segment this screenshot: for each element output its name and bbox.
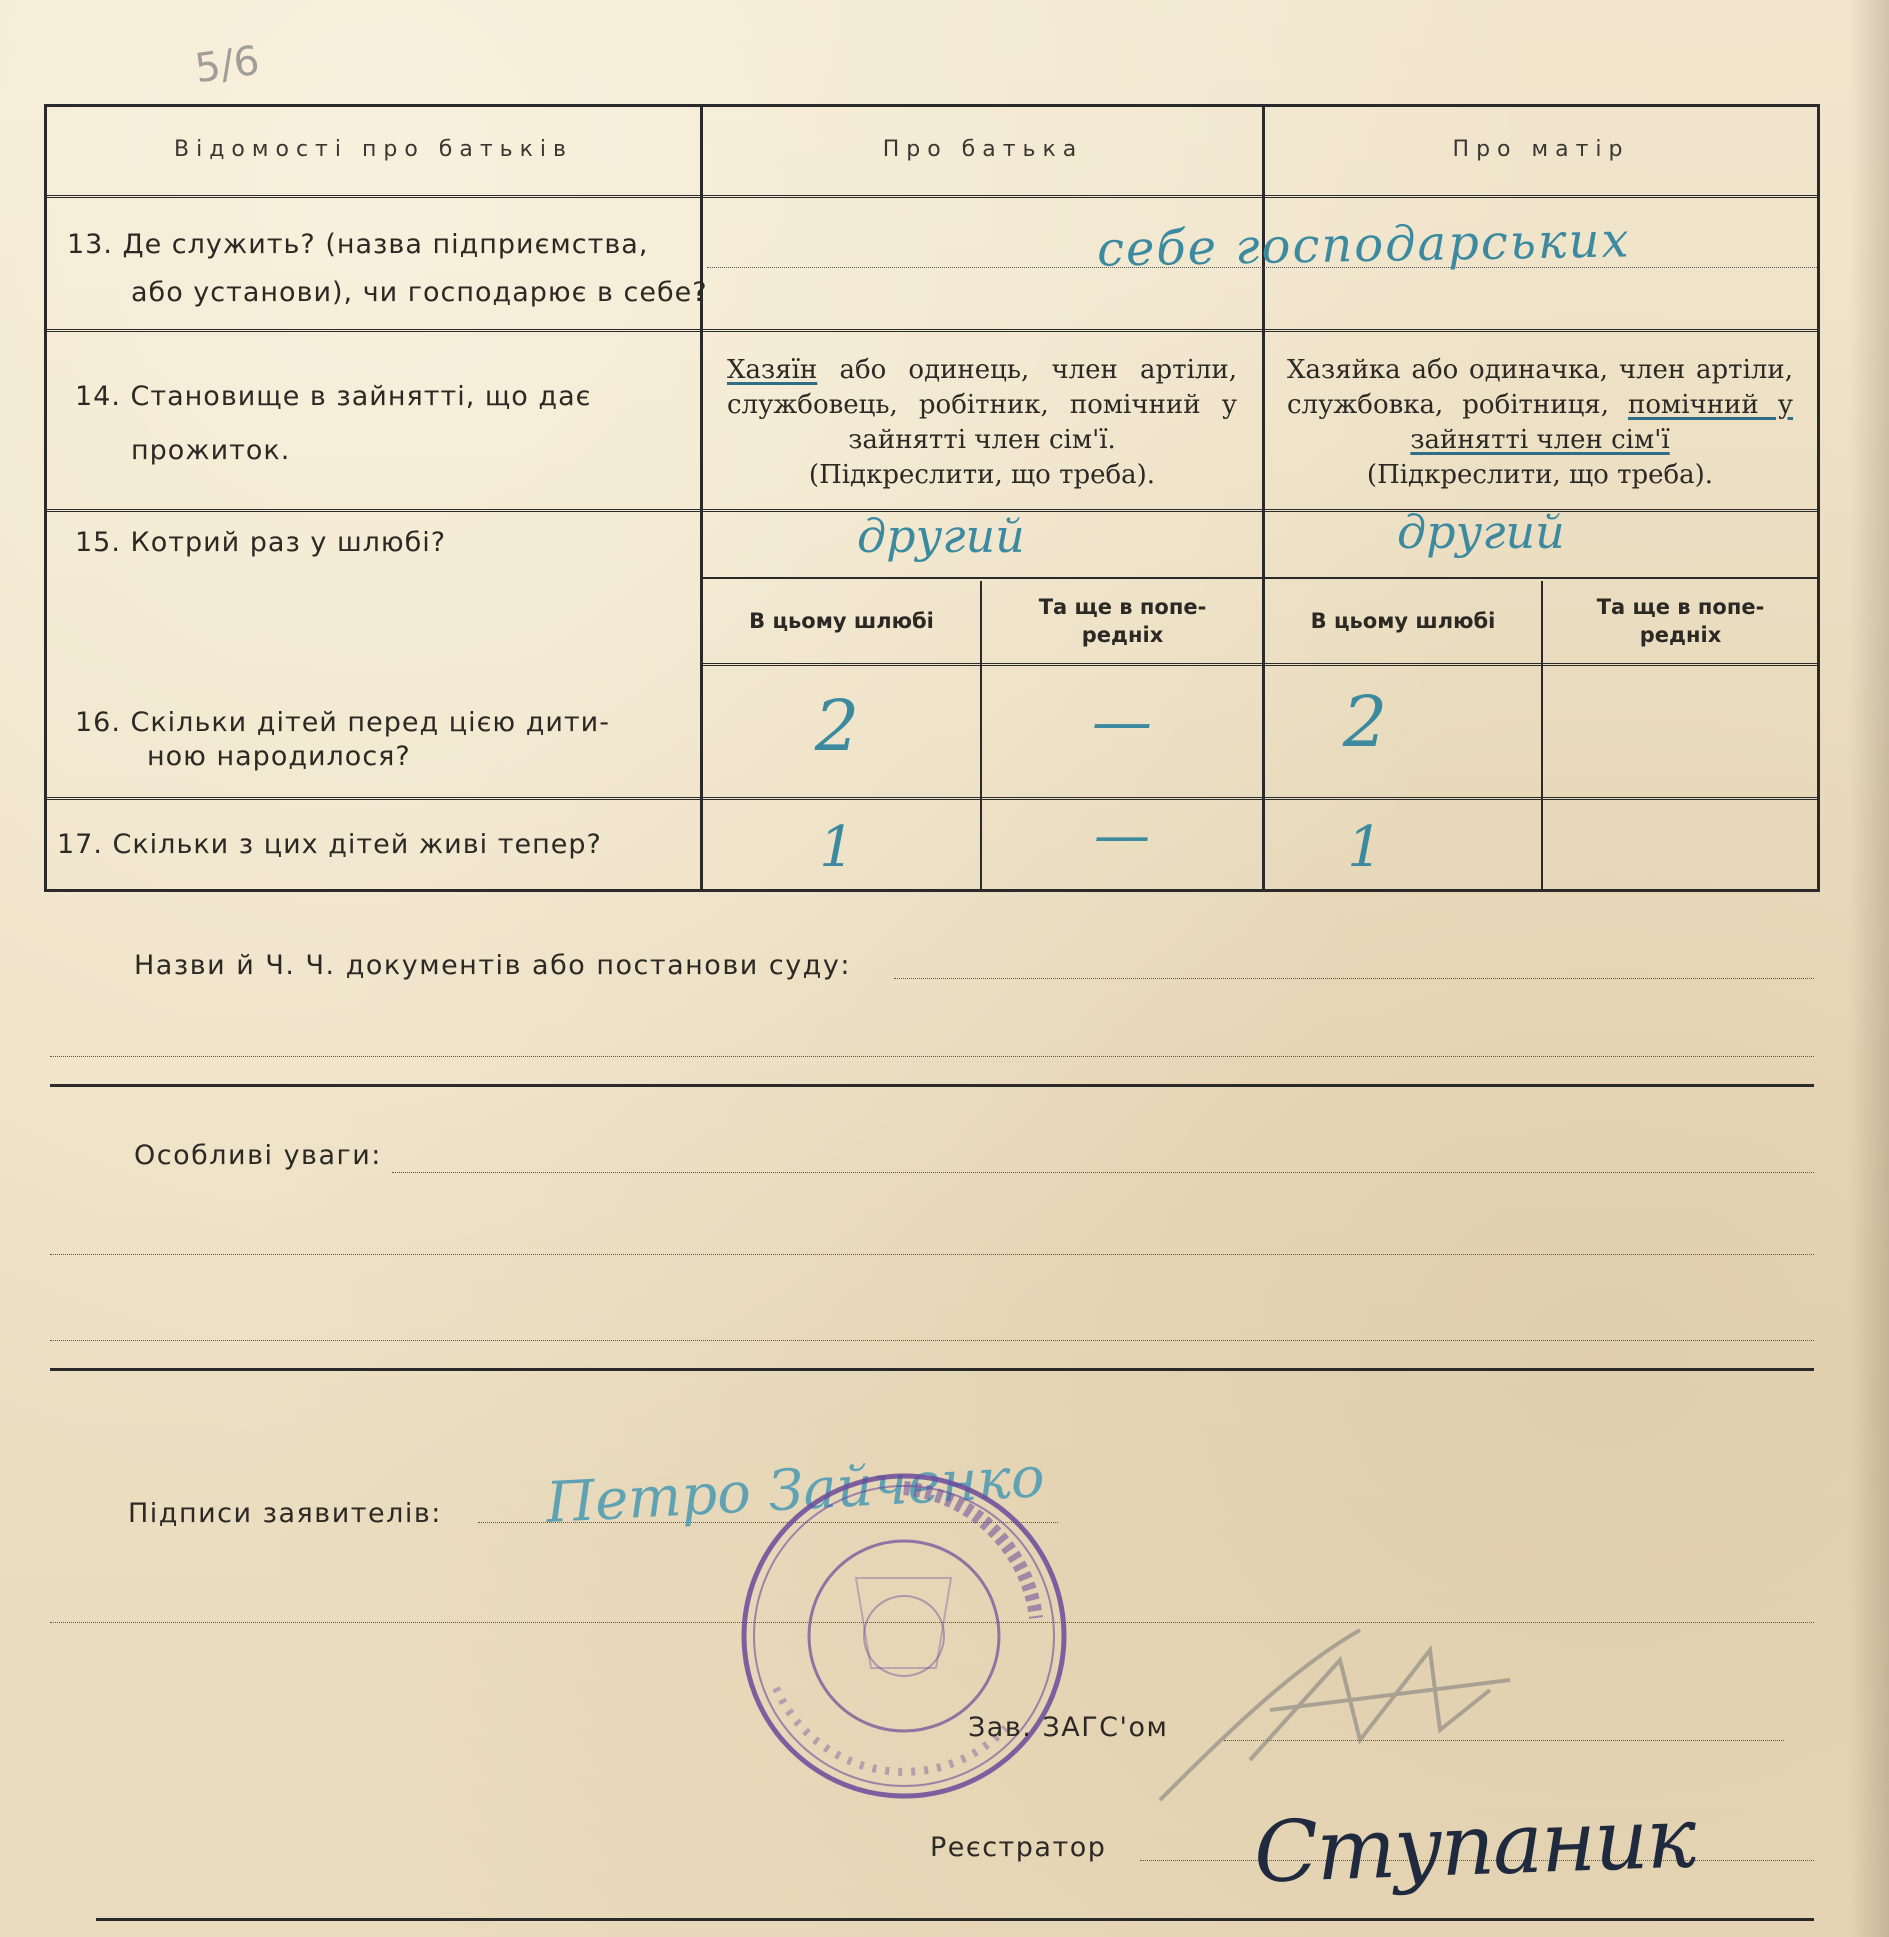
applicant-signature: Петро Зайченко — [544, 1444, 1047, 1537]
documents-label: Назви й Ч. Ч. документів або постанови суду: — [134, 950, 851, 981]
registry-head-signature — [1130, 1590, 1550, 1820]
q16-father-prev-answer: — — [1092, 687, 1152, 757]
q13-handwritten-answer: себе господарських — [1096, 212, 1631, 278]
remarks-label: Особливі уваги: — [134, 1140, 382, 1171]
q15-mother-answer: другий — [1397, 505, 1565, 559]
header-mother: Про матір — [1452, 137, 1630, 162]
official-round-stamp — [736, 1468, 1072, 1804]
subheader-rule — [700, 663, 1817, 668]
q16-mother-sub-this: В цьому шлюбі — [1310, 609, 1496, 633]
q17-father-prev-answer: — — [1094, 803, 1150, 868]
header-rule — [47, 195, 1817, 200]
mother-subcol-divider — [1541, 581, 1543, 889]
q14-father-note: (Підкреслити, що треба). — [808, 460, 1156, 490]
q13-label-line1: 13. Де служить? (назва підприємства, — [67, 229, 649, 260]
row16-rule — [47, 797, 1817, 802]
registry-head-label: Зав. ЗАГС'ом — [968, 1712, 1169, 1743]
q15-label: 15. Котрий раз у шлюбі? — [75, 527, 447, 558]
section-rule-1 — [50, 1084, 1814, 1087]
q16-mother-sub-prev-l1: Та ще в попе- — [1596, 595, 1765, 619]
q16-father-sub-prev-l2: редніх — [1081, 623, 1164, 647]
q16-mother-this-answer: 2 — [1342, 681, 1388, 763]
q14-father-options — [727, 353, 1237, 493]
header-parents-info: Відомості про батьків — [174, 137, 573, 162]
q16-label-line2: ною народилося? — [147, 741, 411, 772]
documents-line — [894, 978, 1814, 979]
q17-label: 17. Скільки з цих дітей живі тепер? — [57, 829, 602, 860]
q16-father-sub-this: В цьому шлюбі — [749, 609, 934, 633]
q16-mother-sub-prev — [1544, 593, 1817, 649]
q17-mother-this-answer: 1 — [1347, 815, 1383, 880]
q14-mother-options — [1287, 353, 1793, 493]
registrar-label: Реєстратор — [930, 1832, 1107, 1863]
registrar-signature: Ступаник — [1252, 1788, 1696, 1902]
q17-father-this-answer: 1 — [819, 815, 855, 880]
q15-father-answer: другий — [857, 509, 1025, 563]
remarks-line-1 — [392, 1172, 1814, 1173]
page-edge-shading — [1849, 0, 1889, 1937]
corner-page-note: 5/6 — [192, 37, 263, 93]
q14-mother-note: (Підкреслити, що треба). — [1366, 460, 1714, 490]
row15-rule-right — [700, 577, 1817, 579]
q16-father-sub-prev — [983, 593, 1262, 649]
bottom-rule — [96, 1918, 1814, 1921]
row13-rule — [47, 329, 1817, 334]
q14-mother-options-text: Хазяйка або одиначка, член артіли, службовка, робітниця, — [1287, 355, 1793, 420]
q16-father-sub-prev-l1: Та ще в попе- — [1038, 595, 1207, 619]
documents-line-2 — [50, 1056, 1814, 1057]
parents-info-table — [44, 104, 1820, 892]
col-divider-1 — [700, 107, 703, 889]
q16-father-this-answer: 2 — [814, 685, 860, 767]
section-rule-2 — [50, 1368, 1814, 1371]
q14-label-line2: прожиток. — [131, 435, 291, 466]
q16-label-line1: 16. Скільки дітей перед цією дити- — [75, 707, 610, 738]
q14-father-options-text: або одинець, член артіли, службовець, робітник, помічний у зайнятті член сім'ї. — [727, 355, 1238, 455]
q14-label-line1: 14. Становище в зайнятті, що дає — [75, 381, 592, 412]
remarks-line-2 — [50, 1254, 1814, 1255]
signatures-label: Підписи заявителів: — [128, 1498, 442, 1529]
q16-mother-sub-prev-l2: редніх — [1639, 623, 1722, 647]
q14-father-underlined: Хазяїн — [727, 355, 818, 385]
q14-mother-underlined: помічний у зайнятті член сім'ї — [1410, 390, 1793, 455]
remarks-line-3 — [50, 1340, 1814, 1341]
q13-label-line2: або установи), чи господарює в себе? — [131, 277, 708, 308]
header-father: Про батька — [882, 137, 1084, 162]
